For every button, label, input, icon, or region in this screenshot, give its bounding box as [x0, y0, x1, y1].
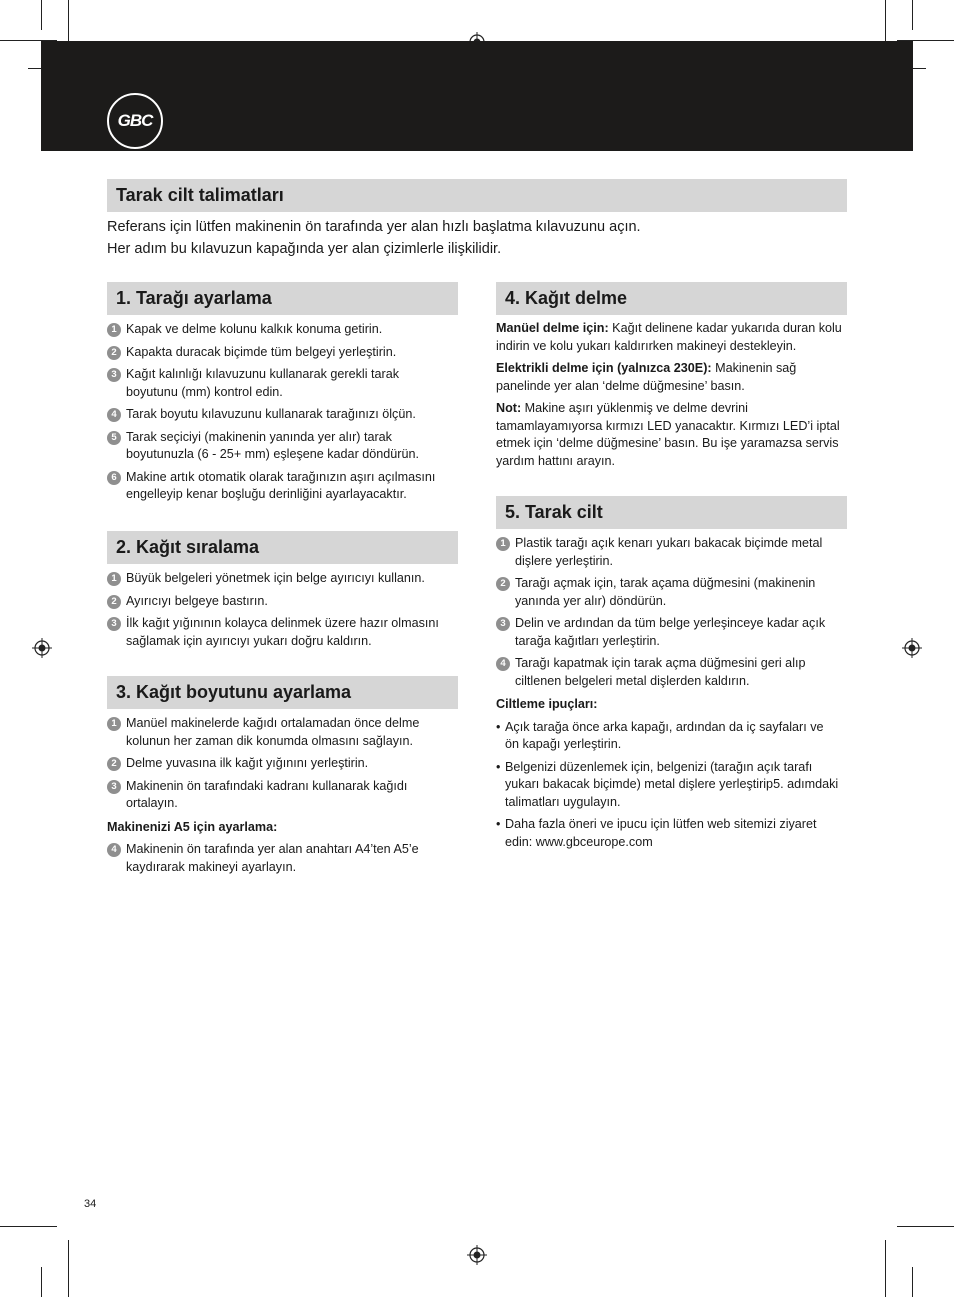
step-text: Makinenin ön tarafındaki kadranı kullanarak kağıdı ortalayın. — [126, 778, 408, 810]
electric-punch-paragraph — [496, 360, 847, 395]
step-item — [107, 841, 452, 876]
section-1-title: 1. Tarağı ayarlama — [107, 282, 458, 315]
step-item — [496, 615, 841, 650]
bullet-icon: • — [496, 817, 501, 831]
electric-punch-text: Makinenin sağ panelinde yer alan ‘delme düğmesine’ basın. — [496, 361, 797, 393]
crop-mark — [885, 1240, 886, 1297]
step-number: 2 — [107, 595, 121, 609]
step-item — [107, 778, 452, 813]
step-text: Makinenin ön tarafında yer alan anahtarı A4’ten A5’e kaydırarak makineyi ayarlayın. — [126, 842, 419, 874]
step-number: 3 — [107, 617, 121, 631]
intro-text — [107, 216, 867, 260]
registration-mark-icon — [32, 638, 52, 658]
step-number: 2 — [107, 757, 121, 771]
bullet-icon: • — [496, 719, 501, 734]
manual-punch-text: Kağıt delinene kadar yukarıda duran kolu indirin ve kolu yukarı kaldırırken makineyi destekleyin. — [496, 321, 842, 353]
step-text: Kapak ve delme kolunu kalkık konuma getirin. — [126, 322, 383, 336]
header-bar — [41, 41, 913, 151]
step-item — [107, 406, 452, 424]
tips-label: Ciltleme ipuçları: — [496, 697, 598, 711]
section-2-title: 2. Kağıt sıralama — [107, 531, 458, 564]
step-number: 3 — [496, 617, 510, 631]
intro-line: Her adım bu kılavuzun kapağında yer alan çizimlerle ilişkilidir. — [107, 241, 502, 257]
step-item — [107, 715, 452, 750]
step-text: Makine artık otomatik olarak tarağınızın aşırı açılmasını engelleyip kenar boşluğu derinliğini ayarlayacaktır. — [126, 469, 436, 501]
step-text: Tarak seçiciyi (makinenin yanında yer alır) tarak boyutunuzla (6 - 25+ mm) eşleşene kadar döndürün. — [126, 429, 419, 461]
step-item — [496, 575, 841, 610]
step-item — [107, 366, 452, 401]
step-item — [107, 321, 452, 339]
step-number: 5 — [107, 431, 121, 445]
manual-punch-paragraph — [496, 320, 847, 355]
tip-text: Daha fazla öneri ve ipucu için lütfen web sitemizi ziyaret edin: www.gbceurope.com — [505, 817, 817, 849]
note-text: Makine aşırı yüklenmiş ve delme devrini tamamlayamıyorsa kırmızı LED yanacaktır. Kırmızı LED’i iptal etmek için ‘delme düğmesine’ basın. Bu işe yaramazsa servis yardım hattını arayın. — [496, 401, 840, 468]
section-5-title: 5. Tarak cilt — [496, 496, 847, 529]
step-item — [107, 755, 452, 773]
crop-mark — [41, 0, 42, 30]
step-text: Kapakta duracak biçimde tüm belgeyi yerleştirin. — [126, 344, 397, 359]
step-number: 4 — [107, 843, 121, 857]
tip-item — [496, 816, 841, 851]
step-text: Tarağı kapatmak için tarak açma düğmesini geri alıp ciltlenen belgeleri metal dişlerden kaldırın. — [515, 656, 806, 688]
step-item — [496, 535, 841, 570]
step-item — [496, 655, 841, 690]
step-number: 4 — [496, 657, 510, 671]
intro-line: Referans için lütfen makinenin ön tarafında yer alan hızlı başlatma kılavuzunu açın. — [107, 219, 641, 235]
step-number: 3 — [107, 368, 121, 382]
section-5-steps — [496, 535, 841, 856]
step-number: 1 — [107, 323, 121, 337]
crop-mark — [0, 1226, 57, 1227]
step-item — [107, 429, 452, 464]
section-3-steps — [107, 715, 452, 881]
crop-mark — [912, 0, 913, 30]
section-4-title: 4. Kağıt delme — [496, 282, 847, 315]
step-item — [107, 593, 452, 611]
step-text: Tarağı açmak için, tarak açama düğmesini (makinenin yanında yer alır) döndürün. — [515, 576, 816, 608]
step-item — [107, 615, 452, 650]
step-number: 2 — [107, 346, 121, 360]
section-2-steps — [107, 570, 452, 655]
registration-mark-icon — [902, 638, 922, 658]
step-text: Tarak boyutu kılavuzunu kullanarak tarağınızı ölçün. — [126, 407, 416, 421]
step-text: Manüel makinelerde kağıdı ortalamadan önce delme kolunun her zaman dik konumda olmasını sağlayın. — [126, 716, 420, 748]
step-item — [107, 570, 452, 588]
step-text: Ayırıcıyı belgeye bastırın. — [126, 593, 268, 608]
tip-item — [496, 759, 841, 812]
step-text: Delin ve ardından da tüm belge yerleşinceye kadar açık tarağa kağıtları yerleştirin. — [515, 616, 826, 648]
step-number: 2 — [496, 577, 510, 591]
section-4-body — [496, 320, 847, 475]
manual-punch-label: Manüel delme için: — [496, 321, 609, 335]
page-title: Tarak cilt talimatları — [107, 179, 847, 212]
step-number: 6 — [107, 471, 121, 485]
registration-mark-icon — [467, 1245, 487, 1265]
step-text: Plastik tarağı açık kenarı yukarı bakacak biçimde metal dişlere yerleştirin. — [515, 536, 823, 568]
step-text: Büyük belgeleri yönetmek için belge ayırıcıyı kullanın. — [126, 571, 425, 585]
a5-label: Makinenizi A5 için ayarlama: — [107, 819, 278, 834]
note-label: Not: — [496, 401, 522, 415]
crop-mark — [68, 1240, 69, 1297]
step-text: İlk kağıt yığınının kolayca delinmek üzere hazır olmasını sağlamak için ayırıcıyı yukarı doğru kaldırın. — [126, 616, 439, 648]
tip-text: Belgenizi düzenlemek için, belgenizi (tarağın açık tarafı yukarı bakacak biçimde) metal dişlere yerleştirip5. adımdaki talimatları uygulayın. — [505, 759, 839, 809]
tip-text: Açık tarağa önce arka kapağı, ardından da iç sayfaları ve ön kapağı yerleştirin. — [505, 719, 824, 751]
step-text: Kağıt kalınlığı kılavuzunu kullanarak gerekli tarak boyutunu (mm) kontrol edin. — [126, 367, 400, 399]
electric-punch-label: Elektrikli delme için (yalnızca 230E): — [496, 361, 712, 375]
page-number: 34 — [84, 1198, 97, 1210]
step-number: 4 — [107, 408, 121, 422]
section-3-title: 3. Kağıt boyutunu ayarlama — [107, 676, 458, 709]
crop-mark — [41, 1267, 42, 1297]
step-number: 3 — [107, 780, 121, 794]
tip-item — [496, 719, 841, 754]
note-paragraph — [496, 400, 847, 470]
crop-mark — [912, 1267, 913, 1297]
step-item — [107, 469, 452, 504]
step-item — [107, 344, 452, 362]
section-1-steps — [107, 321, 452, 509]
gbc-logo: GBC — [107, 93, 163, 149]
step-number: 1 — [107, 572, 121, 586]
step-number: 1 — [496, 537, 510, 551]
bullet-icon: • — [496, 759, 501, 774]
step-text: Delme yuvasına ilk kağıt yığınını yerleştirin. — [126, 756, 369, 770]
step-number: 1 — [107, 717, 121, 731]
crop-mark — [897, 1226, 954, 1227]
